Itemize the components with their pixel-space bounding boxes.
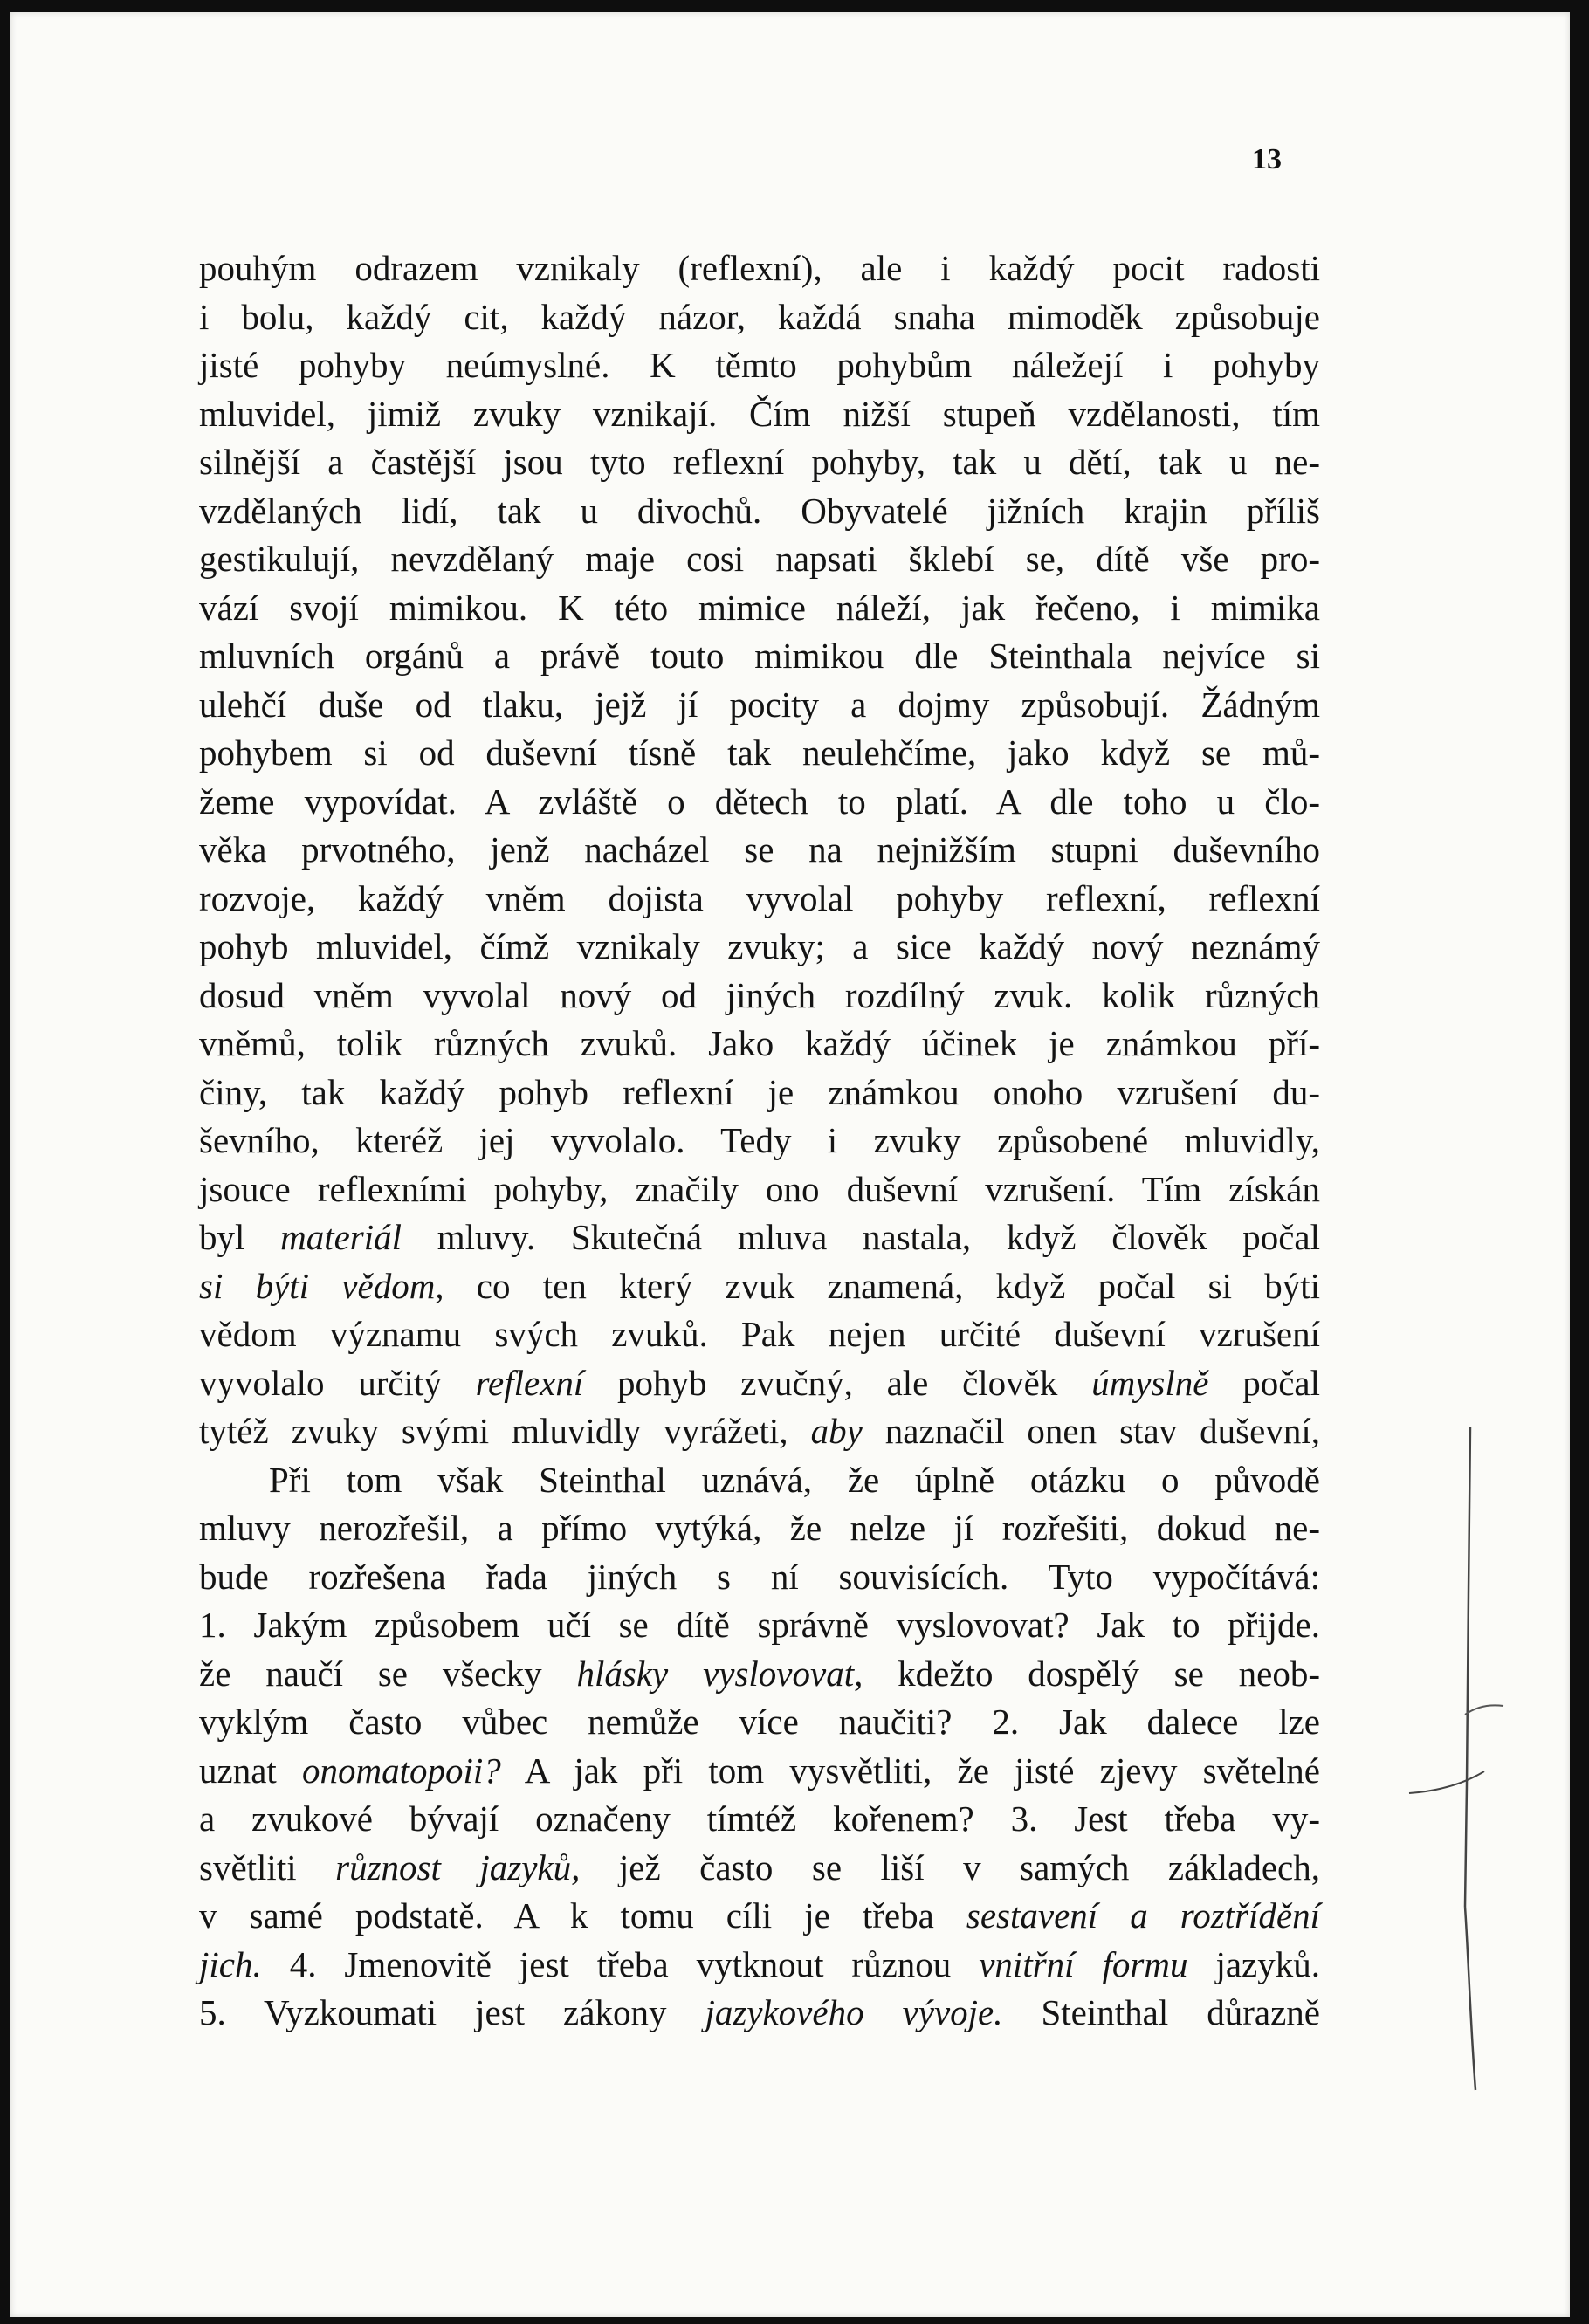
body-text bbox=[199, 244, 1320, 2038]
text-line: pouhým odrazem vznikaly (reflexní), ale i každý pocit radosti bbox=[199, 248, 1320, 288]
text-line: rozvoje, každý vněm dojista vyvolal pohyby reflexní, reflexní bbox=[199, 877, 1320, 918]
text-line: ševního, kteréž jej vyvolalo. Tedy i zvuky způsobené mluvidly, bbox=[199, 1120, 1320, 1160]
text-line: 5. Vyzkoumati jest zákony jazykového vývoje. Steinthal důrazně bbox=[199, 1992, 1320, 2032]
text-line: vyvolalo určitý reflexní pohyb zvučný, ale člověk úmyslně počal bbox=[199, 1362, 1320, 1403]
text-line: že naučí se všecky hlásky vyslovovat, kdežto dospělý se neob- bbox=[199, 1653, 1321, 1694]
text-line: věka prvotného, jenž nacházel se na nejnižším stupni duševního bbox=[199, 829, 1320, 870]
text-line: vědom významu svých zvuků. Pak nejen určité duševní vzrušení bbox=[199, 1314, 1320, 1354]
pencil-margin-mark bbox=[1407, 1418, 1512, 2116]
text-line: jich. 4. Jmenovitě jest třeba vytknout různou vnitřní formu jazyků. bbox=[199, 1943, 1320, 1984]
text-line: uznat onomatopoii? A jak při tom vysvětliti, že jisté zjevy světelné bbox=[199, 1750, 1320, 1791]
text-line: i bolu, každý cit, každý názor, každá snaha mimoděk způsobuje bbox=[199, 296, 1320, 337]
emphasis: jich. bbox=[199, 1943, 262, 1984]
text-line: bude rozřešena řada jiných s ní souvisících. Tyto vypočítává: bbox=[199, 1556, 1320, 1597]
emphasis: jazykového vývoje. bbox=[705, 1992, 1003, 2032]
text-line: dosud vněm vyvolal nový od jiných rozdílný zvuk. kolik různých bbox=[199, 974, 1320, 1015]
rich-lines bbox=[199, 1214, 1320, 2038]
emphasis: onomatopoii? bbox=[302, 1750, 501, 1791]
text-line: gestikulují, nevzdělaný maje cosi napsati šklebí se, dítě vše pro- bbox=[199, 539, 1320, 579]
text-line: mluvy nerozřešil, a přímo vytýká, že nelze jí rozřešiti, dokud ne- bbox=[199, 1508, 1320, 1548]
text-line: byl materiál mluvy. Skutečná mluva nastala, když člověk počal bbox=[199, 1217, 1320, 1257]
text-line: činy, tak každý pohyb reflexní je známkou onoho vzrušení du- bbox=[199, 1071, 1320, 1112]
text-line: tytéž zvuky svými mluvidly vyrážeti, aby naznačil onen stav duševní, bbox=[199, 1411, 1320, 1451]
emphasis: materiál bbox=[280, 1217, 402, 1257]
emphasis: sestavení a roztřídění bbox=[966, 1895, 1320, 1936]
text-line: světliti různost jazyků, jež často se liší v samých základech, bbox=[199, 1846, 1321, 1887]
text-line: si býti vědom, co ten který zvuk znamená, když počal si býti bbox=[199, 1265, 1320, 1306]
text-line: v samé podstatě. A k tomu cíli je třeba sestavení a roztřídění bbox=[199, 1895, 1320, 1936]
text-line: vzdělaných lidí, tak u divochů. Obyvatelé jižních krajin příliš bbox=[199, 490, 1320, 531]
text-line: jsouce reflexními pohyby, značily ono duševní vzrušení. Tím získán bbox=[199, 1168, 1320, 1209]
text-line: mluvidel, jimiž zvuky vznikají. Čím nižší stupeň vzdělanosti, tím bbox=[199, 393, 1320, 434]
text-line: silnější a častější jsou tyto reflexní pohyby, tak u dětí, tak u ne- bbox=[199, 442, 1320, 482]
emphasis: reflexní bbox=[475, 1362, 584, 1403]
text-line: pohybem si od duševní tísně tak neulehčíme, jako když se mů- bbox=[199, 732, 1320, 773]
text-line: vněmů, tolik různých zvuků. Jako každý účinek je známkou pří- bbox=[199, 1023, 1320, 1063]
emphasis: úmyslně bbox=[1091, 1362, 1209, 1403]
text-line: a zvukové bývají označeny tímtéž kořenem? 3. Jest třeba vy- bbox=[199, 1798, 1320, 1839]
page-number: 13 bbox=[1252, 143, 1282, 175]
text-line: Při tom však Steinthal uznává, že úplně otázku o původě bbox=[269, 1459, 1320, 1500]
page bbox=[10, 12, 1570, 2317]
emphasis: vnitřní formu bbox=[979, 1943, 1188, 1984]
text-line: 1. Jakým způsobem učí se dítě správně vyslovovat? Jak to přijde. bbox=[199, 1605, 1320, 1645]
emphasis: aby bbox=[810, 1411, 863, 1451]
text-line: pohyb mluvidel, čímž vznikaly zvuky; a sice každý nový neznámý bbox=[199, 926, 1320, 966]
text-line: vyklým často vůbec nemůže více naučiti? 2. Jak dalece lze bbox=[199, 1702, 1320, 1742]
emphasis: hlásky vyslovovat, bbox=[576, 1653, 863, 1694]
text-line: vází svojí mimikou. K této mimice náleží, jak řečeno, i mimika bbox=[199, 587, 1320, 628]
text-line: žeme vypovídat. A zvláště o dětech to platí. A dle toho u člo- bbox=[199, 780, 1320, 822]
emphasis: si býti vědom, bbox=[199, 1265, 444, 1306]
text-line: mluvních orgánů a právě touto mimikou dle Steinthala nejvíce si bbox=[199, 636, 1320, 676]
text-line: jisté pohyby neúmyslné. K těmto pohybům náležejí i pohyby bbox=[199, 345, 1320, 385]
text-line: ulehčí duše od tlaku, jejž jí pocity a dojmy způsobují. Žádným bbox=[199, 684, 1320, 725]
emphasis: různost jazyků, bbox=[335, 1846, 581, 1887]
